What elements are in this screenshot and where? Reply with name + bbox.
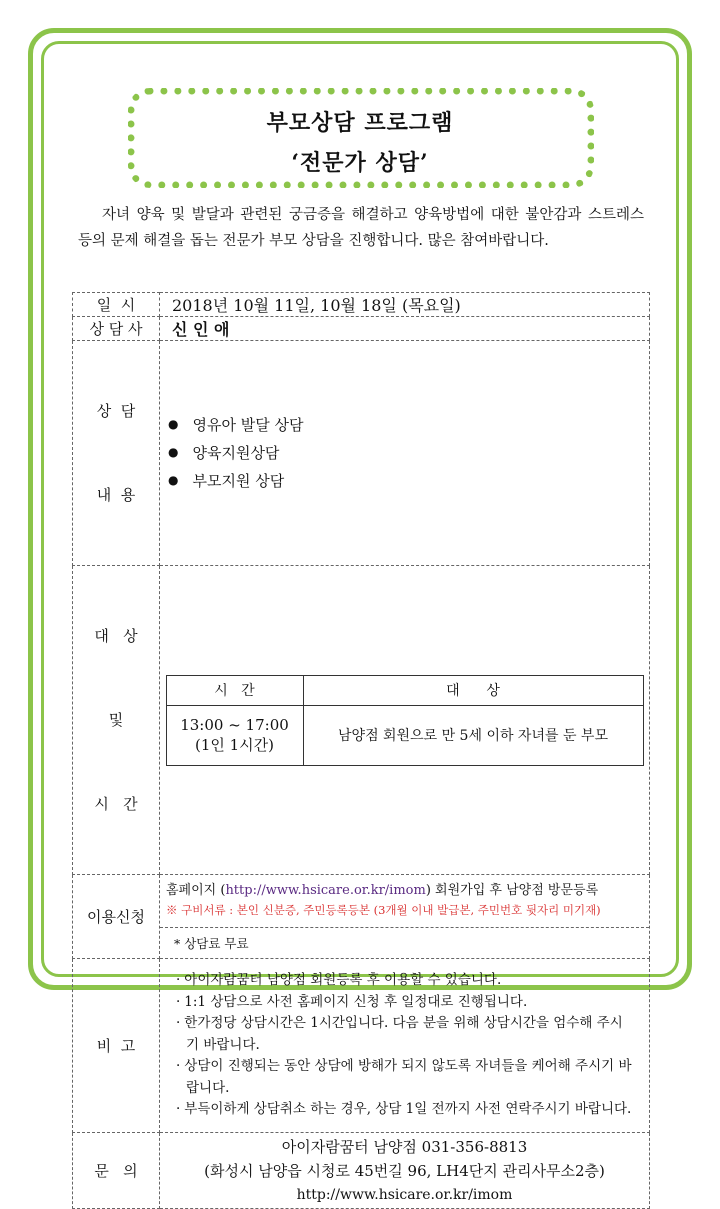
row-date [73, 293, 650, 317]
schedule-row [166, 705, 643, 765]
target-label-line2: 및 [108, 711, 124, 729]
contact-address: (화성시 남양읍 시청로 45번길 96, LH4단지 관리사무소2층) [204, 1161, 605, 1180]
target-label-line3: 시 간 [94, 795, 138, 813]
date-label: 일 시 [73, 293, 160, 317]
intro-paragraph: 자녀 양육 및 발달과 관련된 궁금증을 해결하고 양육방법에 대한 불안감과 스트레스 등의 문제 해결을 돕는 전문가 부모 상담을 진행합니다. 많은 참여바랍니다. [78, 207, 644, 249]
notes-list [160, 970, 649, 1121]
apply-label: 이용신청 [73, 875, 160, 959]
apply-text-post: ) 회원가입 후 남양점 방문등록 [425, 883, 599, 898]
content-label [73, 341, 160, 566]
row-target [73, 566, 650, 875]
date-value: 2018년 10월 11일, 10월 18일 (목요일) [160, 293, 650, 317]
counselor-value: 신 인 애 [160, 317, 650, 341]
apply-value [160, 875, 650, 959]
contact-value [160, 1133, 650, 1209]
schedule-time-cell [166, 705, 303, 765]
schedule-time-note: (1인 1시간) [194, 736, 275, 754]
row-contact [73, 1133, 650, 1209]
list-item: ● 영유아 발달 상담 [168, 411, 649, 439]
schedule-time-range: 13:00 ~ 17:00 [180, 716, 289, 734]
list-item: · 부득이하게 상담취소 하는 경우, 상담 1일 전까지 사전 연락주시기 바랍니다. [176, 1099, 635, 1121]
content-label-line1: 상 담 [96, 402, 136, 420]
list-item: · 상담이 진행되는 동안 상담에 방해가 되지 않도록 자녀들을 케어해 주시기 바랍니다. [176, 1056, 635, 1099]
notes-label: 비 고 [73, 959, 160, 1133]
content-value [160, 341, 650, 566]
target-label [73, 566, 160, 875]
schedule-header-target: 대 상 [303, 675, 643, 705]
page-subtitle: ‘전문가 상담’ [291, 150, 429, 176]
schedule-table [166, 675, 644, 766]
counselor-label: 상 담 사 [73, 317, 160, 341]
schedule-header-row [166, 675, 643, 705]
required-docs-note: ※ 구비서류 : 본인 신분증, 주민등록등본 (3개월 이내 발급본, 주민번호 뒷자리 미기재) [166, 903, 601, 917]
list-item: · 한가정당 상담시간은 1시간입니다. 다음 분을 위해 상담시간을 엄수해 주시기 바랍니다. [176, 1013, 635, 1056]
target-value [160, 566, 650, 875]
list-item: ● 양육지원상담 [168, 439, 649, 467]
page-title: 부모상담 프로그램 [266, 110, 454, 136]
row-notes [73, 959, 650, 1133]
row-content [73, 341, 650, 566]
list-item: ● 부모지원 상담 [168, 467, 649, 495]
apply-top [160, 875, 649, 927]
row-apply [73, 875, 650, 959]
content-list [160, 411, 649, 495]
contact-phone: 아이자람꿈터 남양점 031-356-8813 [281, 1137, 528, 1156]
list-item: · 1:1 상담으로 사전 홈페이지 신청 후 일정대로 진행됩니다. [176, 992, 635, 1014]
apply-text-pre: 홈페이지 ( [166, 883, 226, 898]
homepage-link[interactable]: http://www.hsicare.or.kr/imom [225, 883, 426, 898]
fee-note: * 상담료 무료 [160, 927, 649, 958]
row-counselor [73, 317, 650, 341]
schedule-target-cell: 남양점 회원으로 만 5세 이하 자녀를 둔 부모 [303, 705, 643, 765]
contact-website-link[interactable]: http://www.hsicare.or.kr/imom [296, 1186, 513, 1203]
list-item: · 아이자람꿈터 남양점 회원등록 후 이용할 수 있습니다. [176, 970, 635, 992]
notes-value [160, 959, 650, 1133]
apply-homepage-line [160, 875, 649, 900]
target-label-line1: 대 상 [94, 627, 138, 645]
content-label-line2: 내 용 [96, 486, 136, 504]
schedule-header-time: 시 간 [166, 675, 303, 705]
contact-label: 문 의 [73, 1133, 160, 1209]
info-table [72, 292, 650, 1209]
